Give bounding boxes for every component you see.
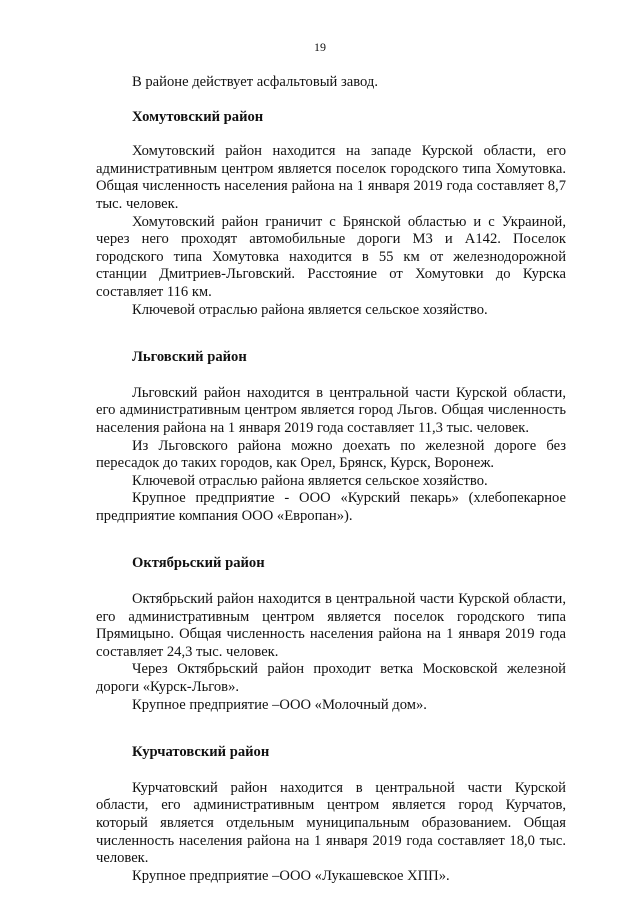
section-paragraph: Через Октябрьский район проходит ветка Московской железной дороги «Курск-Льгов».	[96, 661, 566, 696]
section-paragraph: Крупное предприятие - ООО «Курский пекарь» (хлебопекарное предприятие компания ООО «Европан»).	[96, 490, 566, 524]
section-paragraph: Крупное предприятие –ООО «Лукашевское ХПП».	[132, 867, 450, 884]
section-heading: Льговский район	[132, 349, 247, 366]
page-number: 19	[314, 40, 326, 54]
section-heading: Октябрьский район	[132, 555, 265, 572]
section-oktyabrsky	[96, 555, 566, 714]
section-paragraph: Ключевой отраслью района является сельское хозяйство.	[132, 301, 488, 318]
section-paragraph: Ключевой отраслью района является сельское хозяйство.	[132, 472, 488, 489]
section-heading: Курчатовский район	[132, 744, 270, 761]
page-content	[96, 74, 566, 885]
section-kurchatovsky	[96, 744, 566, 885]
section-paragraph: Хомутовский район граничит с Брянской областью и с Украиной, через него проходят автомобильные дороги М3 и А142. Поселок городского типа Хомутовка находится в 55 км от железнодорожной станции Дмитриев-Льговский. Расстояние от Хомутовки до Курска составляет 116 км.	[96, 213, 566, 300]
section-paragraph: Октябрьский район находится в центральной части Курской области, его административным центром является поселок городского типа Прямицыно. Общая численность населения района на 1 января 2019 года составляет 24,3 тыс. человек.	[96, 591, 566, 660]
section-heading: Хомутовский район	[132, 108, 264, 125]
section-paragraph: Хомутовский район находится на западе Курской области, его административным центром является поселок городского типа Хомутовка. Общая численность населения района на 1 января 2019 года составляет 8,7 тыс. человек.	[96, 143, 566, 212]
section-paragraph: Из Льговского района можно доехать по железной дороге без пересадок до таких городов, как Орел, Брянск, Курск, Воронеж.	[96, 437, 566, 472]
section-paragraph: Крупное предприятие –ООО «Молочный дом».	[132, 696, 427, 713]
intro-paragraph: В районе действует асфальтовый завод.	[132, 74, 378, 90]
section-paragraph: Курчатовский район находится в центральной части Курской области, его административным центром является город Курчатов, который является отдельным муниципальным образованием. Общая численность населения района на 1 января 2019 года составляет 18,0 тыс. человек.	[96, 779, 566, 867]
section-paragraph: Льговский район находится в центральной части Курской области, его административным центром является город Льгов. Общая численность населения района на 1 января 2019 года составляет 11,3 тыс. человек.	[96, 384, 566, 436]
section-lgovsky	[96, 349, 566, 525]
section-khomutovsky	[96, 109, 566, 320]
